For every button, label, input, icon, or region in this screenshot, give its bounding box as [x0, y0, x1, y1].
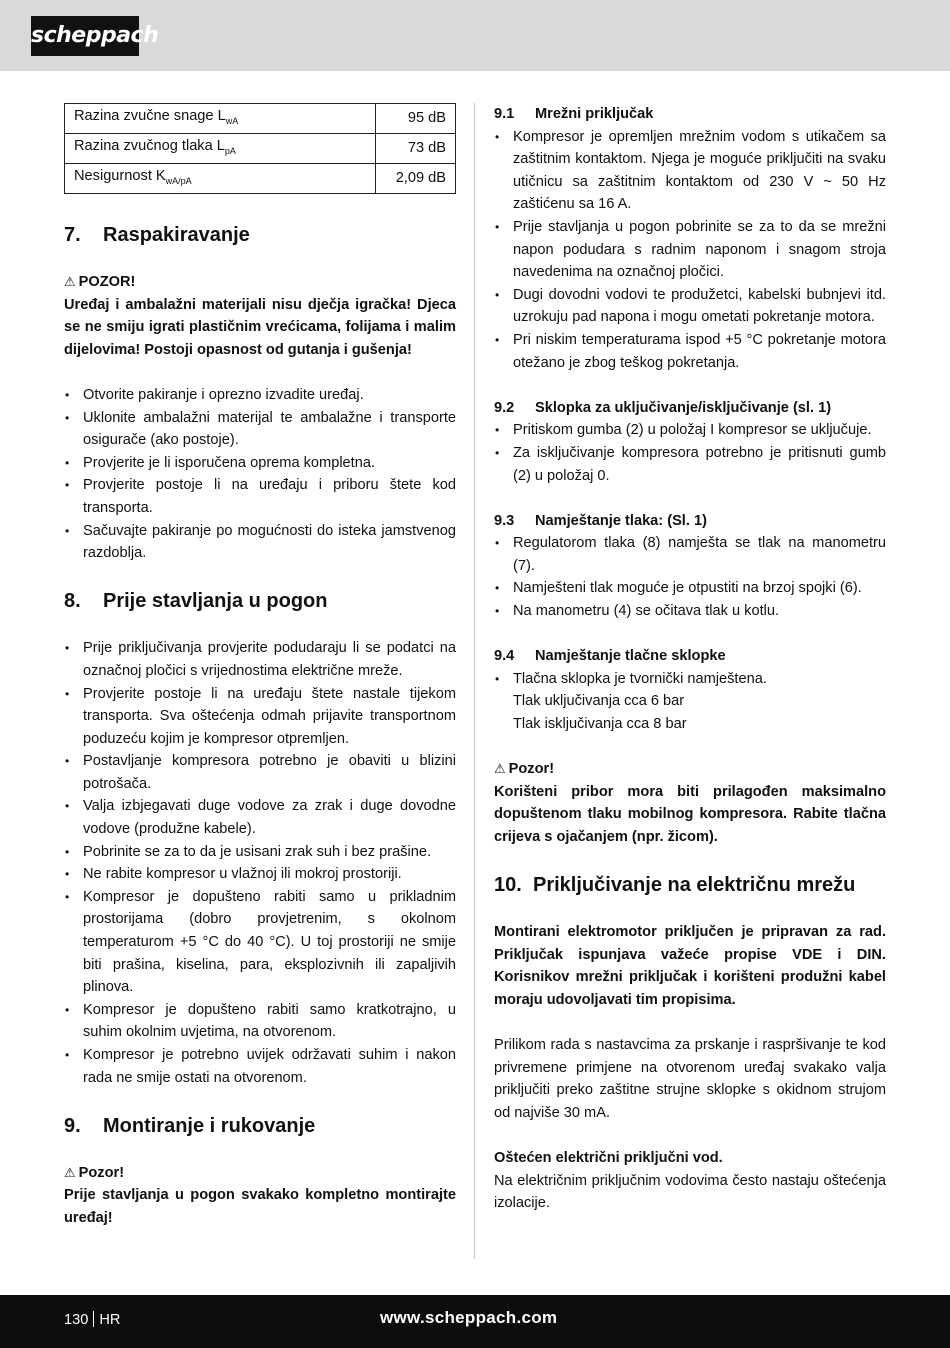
- list-item: • Otvorite pakiranje i oprezno izvadite uređaj.: [64, 384, 456, 407]
- spec-value: 95 dB: [376, 104, 456, 134]
- spec-label: Razina zvučnog tlaka $L_{pA}$: [65, 134, 376, 164]
- list-item: • Namješteni tlak moguće je otpustiti na brzoj spojki (6).: [494, 577, 886, 600]
- footer-bar: [0, 1295, 950, 1348]
- brand-logo: scheppach: [31, 16, 139, 56]
- on-off-switch-list: [494, 419, 886, 487]
- paragraph: Montirani elektromotor priključen je pripravan za rad. Priključak ispunjava važeće propise VDE i DIN. Korisnikov mrežni priključak i korišteni produžni kabel moraju udovoljavati tim propisima.: [494, 924, 886, 1008]
- spec-value: 2,09 dB: [376, 164, 456, 194]
- list-item: • Sačuvajte pakiranje po mogućnosti do isteka jamstvenog razdoblja.: [64, 520, 456, 565]
- section-9-heading: 9. Montiranje i rukovanje: [64, 1114, 316, 1137]
- mains-connection-list: [494, 126, 886, 375]
- warning-title: ⚠ POZOR!: [64, 274, 136, 290]
- paragraph: Na električnim priključnim vodovima često nastaju oštećenja izolacije.: [494, 1172, 886, 1212]
- website-link[interactable]: www.scheppach.com: [380, 1308, 558, 1327]
- list-item: • Ne rabite kompresor u vlažnoj ili mokroj prostoriji.: [64, 863, 456, 886]
- list-item: • Pri niskim temperaturama ispod +5 °C pokretanje motora otežano je zbog teškog pokretanja.: [494, 329, 886, 374]
- before-start-list: [64, 637, 456, 1089]
- pressure-switch-list: [494, 668, 886, 691]
- noise-specs-table: [64, 103, 456, 194]
- column-divider: [474, 103, 475, 1259]
- list-item: • Uklonite ambalažni materijal te ambalažne i transporte osigurače (ako postoje).: [64, 407, 456, 452]
- spec-label: Nesigurnost $K_{wA/pA}$: [65, 164, 376, 194]
- list-item: • Provjerite postoje li na uređaju i priboru štete kod transporta.: [64, 474, 456, 519]
- list-item: • Valja izbjegavati duge vodove za zrak i duge dovodne vodove (produžne kabele).: [64, 795, 456, 840]
- list-item: • Dugi dovodni vodovi te produžetci, kabelski bubnjevi itd. uzrokuju pad napona i mogu ometati pokretanje motora.: [494, 284, 886, 329]
- subsection-heading: 9.3 Namještanje tlaka: (Sl. 1): [494, 512, 707, 529]
- warning-text: Korišteni pribor mora biti prilagođen maksimalno dopuštenom tlaku mobilnog kompresora. Rabite tlačna crijeva s ojačanjem (npr. žicom).: [494, 783, 886, 845]
- list-item: • Regulatorom tlaka (8) namješta se tlak na manometru (7).: [494, 532, 886, 577]
- subsection-heading: 9.4 Namještanje tlačne sklopke: [494, 648, 726, 665]
- warning-title: ⚠ Pozor!: [64, 1164, 125, 1181]
- paragraph-title: Oštećen električni priključni vod.: [494, 1150, 723, 1167]
- list-item: • Na manometru (4) se očitava tlak u kotlu.: [494, 600, 886, 623]
- unpacking-list: [64, 384, 456, 565]
- subsection-heading: 9.1 Mrežni priključak: [494, 106, 654, 122]
- list-item: • Postavljanje kompresora potrebno je obaviti u blizini potrošača.: [64, 750, 456, 795]
- left-column: [64, 103, 456, 1230]
- section-10-heading: 10. Priključivanje na električnu mrežu: [494, 874, 856, 897]
- pressure-setting-list: [494, 532, 886, 622]
- warning-text: Prije stavljanja u pogon svakako kompletno montirajte uređaj!: [64, 1187, 456, 1226]
- page-number: 130 HR: [64, 1312, 121, 1328]
- table-row: [65, 104, 456, 134]
- spec-label: Razina zvučne snage $L_{wA}$: [65, 104, 376, 134]
- section-8-heading: 8. Prije stavljanja u pogon: [64, 590, 328, 613]
- warning-icon: ⚠: [64, 274, 76, 289]
- list-item: • Provjerite je li isporučena oprema kompletna.: [64, 452, 456, 475]
- list-item: • Kompresor je potrebno uvijek održavati suhim i nakon rada ne smije ostati na otvorenom.: [64, 1044, 456, 1089]
- table-row: [65, 164, 456, 194]
- list-item: • Kompresor je dopušteno rabiti samo u prikladnim prostorijama (dobro provjetrenim, s okolnom temperaturom +5 °C do 40 °C). U toj prostoriji ne smije biti prašina, kiselina, para, eksplozivnih ili zapaljivih plinova.: [64, 886, 456, 999]
- list-item: • Prije stavljanja u pogon pobrinite se za to da se mrežni napon podudara s radnim naponom i snagom stroja navedenima na označnoj pločici.: [494, 216, 886, 284]
- paragraph: Prilikom rada s nastavcima za prskanje i raspršivanje te kod privremene primjene na otvorenom uređaj svakako valja priključiti preko zaštitne strujne sklopke s okidnom strujom od najviše 30 mA.: [494, 1037, 886, 1121]
- subsection-heading: 9.2 Sklopka za uključivanje/isključivanje (sl. 1): [494, 399, 832, 416]
- spec-value: 73 dB: [376, 134, 456, 164]
- warning-icon: ⚠: [494, 761, 506, 777]
- header-bar: [0, 0, 950, 71]
- warning-text: Uređaj i ambalažni materijali nisu dječja igračka! Djeca se ne smiju igrati plastičnim vrećicama, folijama i malim dijelovima! Postoji opasnost od gutanja i gušenja!: [64, 296, 456, 358]
- table-row: [65, 134, 456, 164]
- list-item: • Prije priključivanja provjerite podudaraju li se podatci na označnoj pločici s vrijednostima električne mreže.: [64, 637, 456, 682]
- list-item: • Kompresor je opremljen mrežnim vodom s utikačem sa zaštitnim kontaktom. Njega je moguće priključiti na svaku utičnicu sa zaštitnim kontaktom od 230 V ~ 50 Hz zaštićenu sa 16 A.: [494, 126, 886, 216]
- list-item: • Za isključivanje kompresora potrebno je pritisnuti gumb (2) u položaj 0.: [494, 442, 886, 487]
- switch-on-pressure: Tlak uključivanja cca 6 bar: [513, 693, 685, 710]
- warning-icon: ⚠: [64, 1164, 76, 1180]
- warning-title: ⚠ Pozor!: [494, 761, 555, 778]
- list-item: • Kompresor je dopušteno rabiti samo kratkotrajno, u suhim okolnim uvjetima, na otvorenom.: [64, 999, 456, 1044]
- list-item: • Provjerite postoje li na uređaju štete nastale tijekom transporta. Sva oštećenja odmah prijavite transportnom poduzeću kojim je kompresor otpremljen.: [64, 683, 456, 751]
- list-item: • Pobrinite se za to da je usisani zrak suh i bez prašine.: [64, 841, 456, 864]
- list-item: • Tlačna sklopka je tvornički namještena.: [494, 668, 886, 691]
- right-column: [494, 103, 886, 1215]
- section-7-heading: 7. Raspakiravanje: [64, 224, 250, 246]
- switch-off-pressure: Tlak isključivanja cca 8 bar: [513, 716, 687, 733]
- list-item: • Pritiskom gumba (2) u položaj I kompresor se uključuje.: [494, 419, 886, 442]
